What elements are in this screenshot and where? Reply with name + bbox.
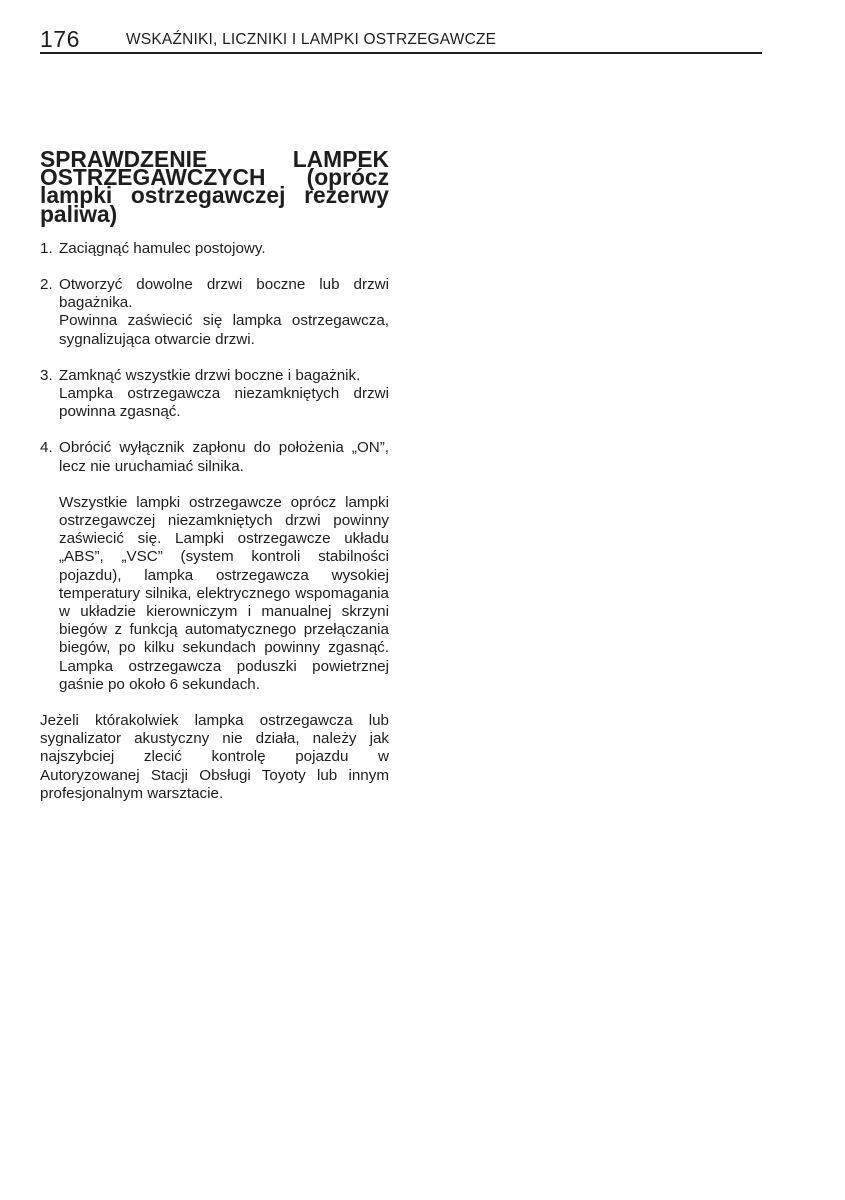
step-instruction: Zaciągnąć hamulec postojowy. xyxy=(59,239,266,257)
step-note: Lampka ostrzegawcza niezamkniętych drzwi powinna zgasnąć. xyxy=(59,385,389,421)
step-number: 2. xyxy=(40,276,53,294)
step-body xyxy=(59,439,389,694)
step-instruction: Otworzyć dowolne drzwi boczne lub drzwi bagażnika. xyxy=(59,276,389,312)
step-note: Powinna zaświecić się lampka ostrzegawcza, sygnalizująca otwarcie drzwi. xyxy=(59,312,389,348)
step-number: 4. xyxy=(40,439,53,457)
step-4 xyxy=(40,439,389,694)
step-body xyxy=(59,367,389,422)
step-3 xyxy=(40,367,389,422)
text-column xyxy=(40,146,389,803)
step-2 xyxy=(40,276,389,349)
section-heading: SPRAWDZENIE LAMPEK OSTRZEGAWCZYCH (oprócz lampki ostrzegawczej rezerwy paliwa) xyxy=(40,146,389,227)
step-body xyxy=(59,240,389,258)
step-note: Wszystkie lampki ostrzegawcze oprócz lampki ostrzegawczej niezamkniętych drzwi powinny zaświecić się. Lampki ostrzegawcze układu „ABS”, „VSC” (system kontroli stabilności pojazdu), lampka ostrzegawcza wysokiej temperatury silnika, elektrycznego wspomagania w układzie kierowniczym i manualnej skrzyni biegów z funkcją automatycznego przełączania biegów, po kilku sekundach powinny zgasnąć. Lampka ostrzegawcza poduszki powietrznej gaśnie po około 6 sekundach. xyxy=(59,493,389,693)
step-1 xyxy=(40,240,389,258)
page-header xyxy=(40,26,762,54)
chapter-title: WSKAŹNIKI, LICZNIKI I LAMPKI OSTRZEGAWCZE xyxy=(126,31,497,48)
closing-paragraph: Jeżeli którakolwiek lampka ostrzegawcza lub sygnalizator akustyczny nie działa, należy jak najszybciej zlecić kontrolę pojazdu w Autoryzowanej Stacji Obsługi Toyoty lub innym profesjonalnym warsztacie. xyxy=(40,712,389,802)
step-body xyxy=(59,276,389,349)
steps-list xyxy=(40,240,389,694)
step-instruction: Zamknąć wszystkie drzwi boczne i bagażnik. xyxy=(59,366,361,384)
page-number: 176 xyxy=(40,26,80,52)
step-number: 3. xyxy=(40,366,53,384)
step-instruction: Obrócić wyłącznik zapłonu do położenia „ON”, lecz nie uruchamiać silnika. xyxy=(59,439,389,475)
step-number: 1. xyxy=(40,239,53,257)
